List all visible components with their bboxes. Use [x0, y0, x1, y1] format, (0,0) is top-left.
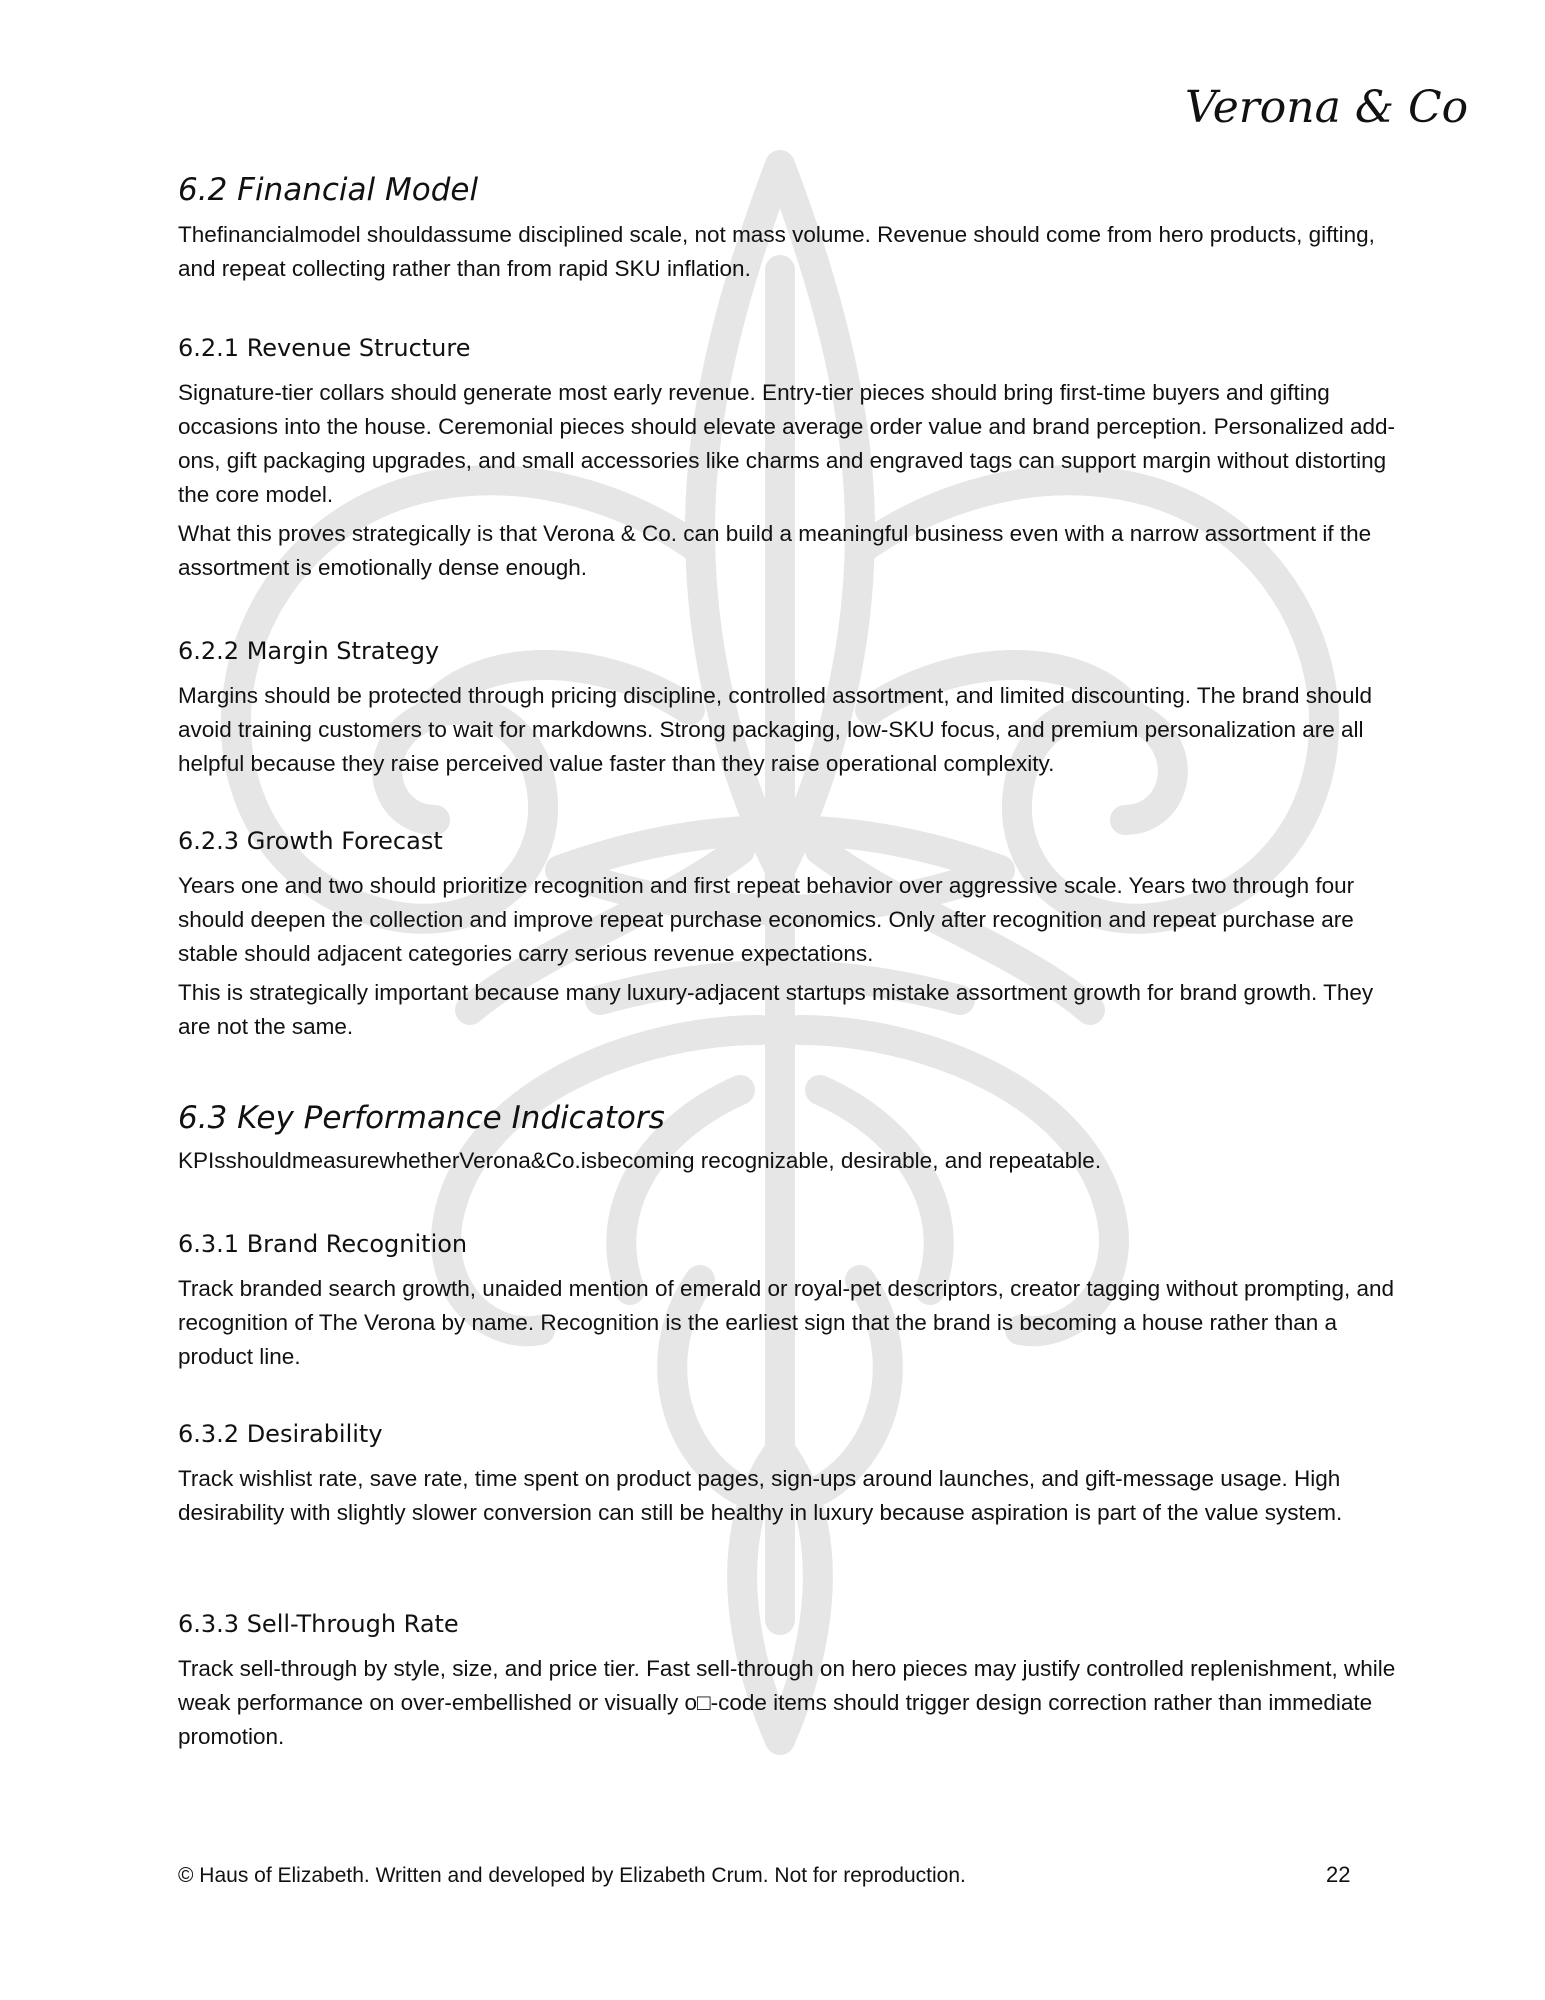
paragraph-6-2-3-a: Years one and two should prioritize recognition and first repeat behavior over aggressive scale. Years two through four should deepen the collection and improve repeat purchase economics. Only after recognition and repeat purchase are stable should adjacent categories carry serious revenue expectations. [178, 873, 1355, 966]
paragraph-6-3-1: Track branded search growth, unaided mention of emerald or royal-pet descriptors, creator tagging without prompting, and recognition of The Verona by name. Recognition is the earliest sign that the brand is becoming a house rather than a product line. [178, 1276, 1395, 1369]
intro-6-3: KPIsshouldmeasurewhetherVerona&Co.isbecoming recognizable, desirable, and repeatable. [178, 1148, 1102, 1173]
page-number: 22 [1326, 1862, 1351, 1887]
paragraph-6-2-2: Margins should be protected through pricing discipline, controlled assortment, and limited discounting. The brand should avoid training customers to wait for markdowns. Strong packaging, low-SKU focus, and premium personalization are all helpful because they raise perceived value faster than they raise operational complexity. [178, 683, 1373, 776]
heading-6-3-1: 6.3.1 Brand Recognition [178, 1230, 468, 1258]
heading-6-2: 6.2 Financial Model [178, 172, 479, 208]
logo-text: Verona & Co [1185, 82, 1469, 133]
heading-6-2-3: 6.2.3 Growth Forecast [178, 827, 443, 855]
intro-6-2: Thefinancialmodel shouldassume disciplined scale, not mass volume. Revenue should come from hero products, gifting, and repeat collecting rather than from rapid SKU inflation. [178, 222, 1375, 281]
heading-6-3-2: 6.3.2 Desirability [178, 1420, 383, 1448]
paragraph-6-2-3-b: This is strategically important because many luxury-adjacent startups mistake assortment growth for brand growth. They are not the same. [178, 980, 1374, 1039]
footer-copyright: © Haus of Elizabeth. Written and developed by Elizabeth Crum. Not for reproduction. [178, 1864, 966, 1887]
heading-6-3-3: 6.3.3 Sell-Through Rate [178, 1610, 459, 1638]
heading-6-2-2: 6.2.2 Margin Strategy [178, 637, 440, 665]
paragraph-6-3-2: Track wishlist rate, save rate, time spent on product pages, sign-ups around launches, and gift-message usage. High desirability with slightly slower conversion can still be healthy in luxury because aspiration is part of the value system. [178, 1466, 1343, 1525]
paragraph-6-3-3: Track sell-through by style, size, and price tier. Fast sell-through on hero pieces may justify controlled replenishment, while weak performance on over-embellished or visually o□-code items should trigger design correction rather than immediate promotion. [178, 1656, 1396, 1749]
heading-6-3: 6.3 Key Performance Indicators [178, 1100, 665, 1136]
paragraph-6-2-1-b: What this proves strategically is that Verona & Co. can build a meaningful business even with a narrow assortment if the assortment is emotionally dense enough. [178, 521, 1372, 580]
paragraph-6-2-1-a: Signature-tier collars should generate most early revenue. Entry-tier pieces should bring first-time buyers and gifting occasions into the house. Ceremonial pieces should elevate average order value and brand perception. Personalized add-ons, gift packaging upgrades, and small accessories like charms and engraved tags can support margin without distorting the core model. [178, 380, 1396, 507]
heading-6-2-1: 6.2.1 Revenue Structure [178, 334, 471, 362]
verona-co-logo [1180, 62, 1469, 152]
